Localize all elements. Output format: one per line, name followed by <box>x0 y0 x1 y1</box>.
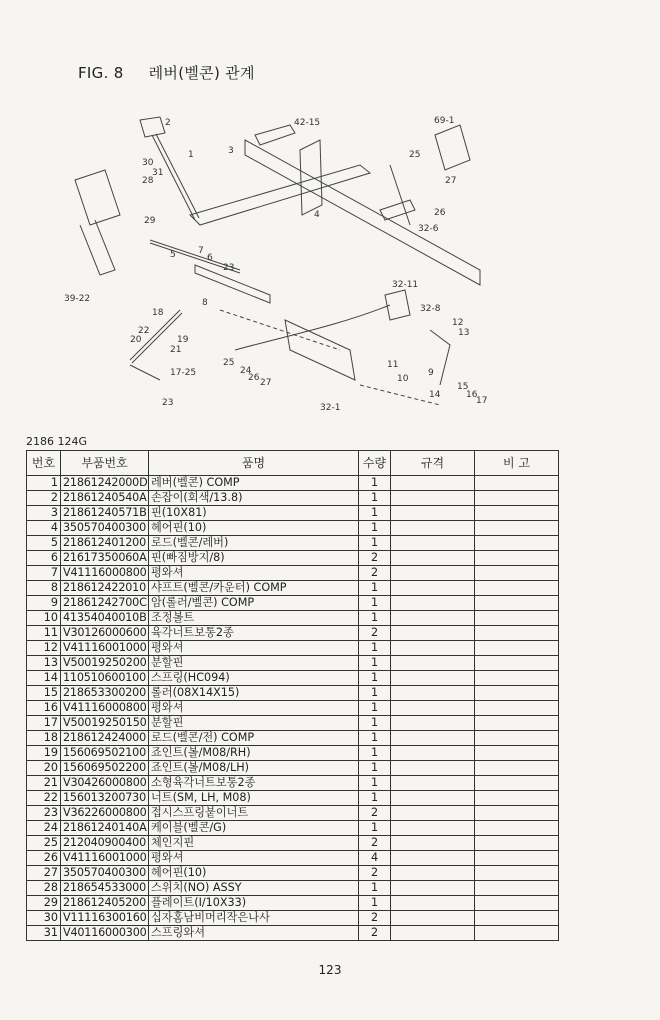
callout: 25 <box>223 358 235 368</box>
callout: 30 <box>142 158 154 168</box>
row-spec <box>391 806 475 821</box>
row-spec <box>391 596 475 611</box>
row-spec <box>391 611 475 626</box>
row-number: 15 <box>27 686 61 701</box>
row-quantity: 2 <box>359 926 391 941</box>
row-part-name: 스프링와셔 <box>149 926 359 941</box>
row-part-name: 롤러(08X14X15) <box>149 686 359 701</box>
callout: 7 <box>198 246 204 256</box>
row-spec <box>391 536 475 551</box>
row-number: 21 <box>27 776 61 791</box>
row-spec <box>391 821 475 836</box>
row-remarks <box>475 521 559 536</box>
row-part-name: 로드(벨콘/전) COMP <box>149 731 359 746</box>
table-header-row <box>27 451 559 476</box>
row-part-number: 21861240140A <box>61 821 149 836</box>
row-spec <box>391 476 475 491</box>
row-number: 25 <box>27 836 61 851</box>
row-remarks <box>475 491 559 506</box>
callout: 32-8 <box>420 304 441 314</box>
row-number: 2 <box>27 491 61 506</box>
table-row <box>27 566 559 581</box>
row-quantity: 1 <box>359 896 391 911</box>
callout: 26 <box>248 373 260 383</box>
row-remarks <box>475 611 559 626</box>
row-quantity: 1 <box>359 656 391 671</box>
table-row <box>27 836 559 851</box>
row-remarks <box>475 806 559 821</box>
row-number: 10 <box>27 611 61 626</box>
row-number: 8 <box>27 581 61 596</box>
row-quantity: 1 <box>359 701 391 716</box>
header-part-name: 품명 <box>149 451 359 476</box>
row-spec <box>391 836 475 851</box>
table-row <box>27 596 559 611</box>
callout: 2 <box>165 118 171 128</box>
row-number: 11 <box>27 626 61 641</box>
table-row <box>27 581 559 596</box>
table-row <box>27 506 559 521</box>
model-code: 2186 124G <box>26 435 88 448</box>
row-remarks <box>475 731 559 746</box>
row-part-name: 스위치(NO) ASSY <box>149 881 359 896</box>
row-quantity: 2 <box>359 836 391 851</box>
row-part-number: 218612424000 <box>61 731 149 746</box>
row-spec <box>391 581 475 596</box>
callout: 32-1 <box>320 403 341 413</box>
callout: 21 <box>170 345 182 355</box>
row-number: 28 <box>27 881 61 896</box>
row-part-number: V30126000600 <box>61 626 149 641</box>
row-spec <box>391 671 475 686</box>
header-quantity: 수량 <box>359 451 391 476</box>
table-row <box>27 776 559 791</box>
row-part-number: 218654533000 <box>61 881 149 896</box>
callout: 25 <box>409 150 421 160</box>
row-remarks <box>475 851 559 866</box>
row-number: 12 <box>27 641 61 656</box>
callout: 27 <box>260 378 272 388</box>
row-number: 19 <box>27 746 61 761</box>
row-number: 5 <box>27 536 61 551</box>
row-number: 13 <box>27 656 61 671</box>
row-spec <box>391 491 475 506</box>
callout: 20 <box>130 335 142 345</box>
row-part-number: 41354040010B <box>61 611 149 626</box>
table-row <box>27 716 559 731</box>
row-quantity: 1 <box>359 521 391 536</box>
row-part-name: 평와셔 <box>149 641 359 656</box>
row-remarks <box>475 686 559 701</box>
row-spec <box>391 896 475 911</box>
row-quantity: 1 <box>359 581 391 596</box>
callout: 11 <box>387 360 399 370</box>
row-remarks <box>475 566 559 581</box>
callout: 22 <box>138 326 150 336</box>
row-remarks <box>475 701 559 716</box>
header-number: 번호 <box>27 451 61 476</box>
row-part-number: V11116300160 <box>61 911 149 926</box>
row-remarks <box>475 761 559 776</box>
figure-number: FIG. 8 <box>78 64 124 82</box>
row-spec <box>391 791 475 806</box>
row-part-number: 156069502100 <box>61 746 149 761</box>
row-remarks <box>475 776 559 791</box>
row-quantity: 1 <box>359 536 391 551</box>
callout: 10 <box>397 374 409 384</box>
page-number: 123 <box>318 963 342 977</box>
row-remarks <box>475 896 559 911</box>
row-spec <box>391 776 475 791</box>
row-number: 16 <box>27 701 61 716</box>
row-quantity: 2 <box>359 866 391 881</box>
row-number: 29 <box>27 896 61 911</box>
table-row <box>27 851 559 866</box>
row-number: 3 <box>27 506 61 521</box>
callout: 27 <box>445 176 457 186</box>
table-row <box>27 491 559 506</box>
table-row <box>27 536 559 551</box>
row-spec <box>391 731 475 746</box>
row-part-name: 분할핀 <box>149 656 359 671</box>
row-part-name: 육각너트보통2종 <box>149 626 359 641</box>
row-part-name: 헤어핀(10) <box>149 521 359 536</box>
row-part-name: 죠인트(볼/M08/LH) <box>149 761 359 776</box>
row-part-number: 350570400300 <box>61 521 149 536</box>
row-part-name: 핀(빠짐방지/8) <box>149 551 359 566</box>
row-part-name: 샤프트(벨콘/카운터) COMP <box>149 581 359 596</box>
row-part-number: 212040900400 <box>61 836 149 851</box>
table-row <box>27 476 559 491</box>
row-remarks <box>475 656 559 671</box>
table-row <box>27 791 559 806</box>
row-spec <box>391 506 475 521</box>
row-part-number: V50019250200 <box>61 656 149 671</box>
exploded-parts-diagram <box>60 105 500 425</box>
callout: 31 <box>152 168 164 178</box>
row-spec <box>391 851 475 866</box>
table-row <box>27 611 559 626</box>
callout: 12 <box>452 318 464 328</box>
callout: 23 <box>162 398 174 408</box>
row-spec <box>391 626 475 641</box>
row-part-name: 손잡이(회색/13.8) <box>149 491 359 506</box>
table-row <box>27 641 559 656</box>
row-spec <box>391 701 475 716</box>
row-part-name: 헤어핀(10) <box>149 866 359 881</box>
row-part-number: 218612422010 <box>61 581 149 596</box>
row-remarks <box>475 641 559 656</box>
row-remarks <box>475 821 559 836</box>
callout: 4 <box>314 210 320 220</box>
row-quantity: 1 <box>359 791 391 806</box>
callout: 17 <box>476 396 488 406</box>
row-remarks <box>475 581 559 596</box>
callout: 1 <box>188 150 194 160</box>
row-part-name: 평와셔 <box>149 851 359 866</box>
row-part-name: 레버(벨콘) COMP <box>149 476 359 491</box>
callout: 42-15 <box>294 118 321 128</box>
row-part-name: 조정볼트 <box>149 611 359 626</box>
row-part-number: V41116001000 <box>61 851 149 866</box>
header-spec: 규격 <box>391 451 475 476</box>
row-remarks <box>475 626 559 641</box>
table-row <box>27 866 559 881</box>
row-part-name: 소형육각너트보통2종 <box>149 776 359 791</box>
row-remarks <box>475 911 559 926</box>
row-part-name: 평와셔 <box>149 701 359 716</box>
row-spec <box>391 866 475 881</box>
callout: 28 <box>142 176 154 186</box>
row-part-name: 접시스프링붙이너트 <box>149 806 359 821</box>
row-quantity: 1 <box>359 641 391 656</box>
row-number: 27 <box>27 866 61 881</box>
row-part-name: 너트(SM, LH, M08) <box>149 791 359 806</box>
callout: 8 <box>202 298 208 308</box>
row-number: 30 <box>27 911 61 926</box>
row-part-number: V41116000800 <box>61 701 149 716</box>
row-number: 26 <box>27 851 61 866</box>
diagram-svg <box>60 105 500 425</box>
diagram-callout-labels <box>64 116 487 413</box>
row-remarks <box>475 881 559 896</box>
row-number: 7 <box>27 566 61 581</box>
row-quantity: 2 <box>359 806 391 821</box>
callout: 6 <box>207 253 213 263</box>
row-quantity: 1 <box>359 761 391 776</box>
row-quantity: 1 <box>359 821 391 836</box>
row-number: 14 <box>27 671 61 686</box>
row-spec <box>391 566 475 581</box>
row-part-number: V40116000300 <box>61 926 149 941</box>
row-spec <box>391 926 475 941</box>
row-part-name: 분할핀 <box>149 716 359 731</box>
table-row <box>27 656 559 671</box>
row-remarks <box>475 551 559 566</box>
table-row <box>27 746 559 761</box>
table-row <box>27 911 559 926</box>
row-spec <box>391 761 475 776</box>
table-row <box>27 551 559 566</box>
row-quantity: 1 <box>359 506 391 521</box>
row-number: 4 <box>27 521 61 536</box>
row-spec <box>391 656 475 671</box>
row-quantity: 1 <box>359 476 391 491</box>
row-part-name: 체인지핀 <box>149 836 359 851</box>
row-quantity: 1 <box>359 716 391 731</box>
row-quantity: 1 <box>359 596 391 611</box>
callout: 69-1 <box>434 116 455 126</box>
row-remarks <box>475 836 559 851</box>
row-part-number: 218653300200 <box>61 686 149 701</box>
table-row <box>27 896 559 911</box>
row-remarks <box>475 476 559 491</box>
row-quantity: 1 <box>359 686 391 701</box>
table-row <box>27 806 559 821</box>
callout: 24 <box>240 366 252 376</box>
row-spec <box>391 911 475 926</box>
row-remarks <box>475 791 559 806</box>
table-row <box>27 821 559 836</box>
row-spec <box>391 716 475 731</box>
row-part-number: 21861240571B <box>61 506 149 521</box>
callout: 39-22 <box>64 294 91 304</box>
table-row <box>27 521 559 536</box>
row-quantity: 1 <box>359 881 391 896</box>
row-part-name: 케이블(벨콘/G) <box>149 821 359 836</box>
callout: 29 <box>144 216 156 226</box>
row-number: 9 <box>27 596 61 611</box>
header-remarks: 비 고 <box>475 451 559 476</box>
row-quantity: 2 <box>359 626 391 641</box>
row-remarks <box>475 746 559 761</box>
row-part-number: 21861242700C <box>61 596 149 611</box>
table-row <box>27 701 559 716</box>
row-part-number: 156069502200 <box>61 761 149 776</box>
row-quantity: 1 <box>359 731 391 746</box>
row-quantity: 2 <box>359 551 391 566</box>
row-number: 1 <box>27 476 61 491</box>
row-number: 18 <box>27 731 61 746</box>
callout: 19 <box>177 335 189 345</box>
row-part-number: 218612405200 <box>61 896 149 911</box>
callout: 15 <box>457 382 469 392</box>
row-part-number: 21861240540A <box>61 491 149 506</box>
table-row <box>27 626 559 641</box>
row-part-number: 218612401200 <box>61 536 149 551</box>
callout: 18 <box>152 308 164 318</box>
row-part-number: 350570400300 <box>61 866 149 881</box>
row-remarks <box>475 671 559 686</box>
row-spec <box>391 521 475 536</box>
row-quantity: 2 <box>359 911 391 926</box>
row-part-name: 플레이트(I/10X33) <box>149 896 359 911</box>
row-number: 20 <box>27 761 61 776</box>
row-part-number: 110510600100 <box>61 671 149 686</box>
callout: 32-6 <box>418 224 439 234</box>
row-remarks <box>475 536 559 551</box>
table-row <box>27 671 559 686</box>
table-row <box>27 761 559 776</box>
figure-caption: 레버(벨콘) 관계 <box>148 64 255 82</box>
row-spec <box>391 686 475 701</box>
table-row <box>27 926 559 941</box>
row-quantity: 1 <box>359 491 391 506</box>
row-remarks <box>475 506 559 521</box>
row-part-name: 핀(10X81) <box>149 506 359 521</box>
callout: 23 <box>223 263 235 273</box>
row-part-number: V36226000800 <box>61 806 149 821</box>
row-number: 24 <box>27 821 61 836</box>
row-remarks <box>475 926 559 941</box>
row-part-number: 156013200730 <box>61 791 149 806</box>
callout: 16 <box>466 390 478 400</box>
row-number: 31 <box>27 926 61 941</box>
row-spec <box>391 551 475 566</box>
row-number: 22 <box>27 791 61 806</box>
row-number: 6 <box>27 551 61 566</box>
callout: 5 <box>170 250 176 260</box>
row-remarks <box>475 866 559 881</box>
row-quantity: 1 <box>359 611 391 626</box>
row-number: 17 <box>27 716 61 731</box>
row-part-number: V41116000800 <box>61 566 149 581</box>
callout: 26 <box>434 208 446 218</box>
row-part-number: V50019250150 <box>61 716 149 731</box>
row-quantity: 1 <box>359 746 391 761</box>
row-quantity: 1 <box>359 671 391 686</box>
row-part-name: 죠인트(볼/M08/RH) <box>149 746 359 761</box>
table-row <box>27 881 559 896</box>
row-part-number: V30426000800 <box>61 776 149 791</box>
row-remarks <box>475 596 559 611</box>
table-row <box>27 731 559 746</box>
row-number: 23 <box>27 806 61 821</box>
callout: 17-25 <box>170 368 197 378</box>
figure-title <box>78 62 255 83</box>
row-part-name: 십자홈남비머리작은나사 <box>149 911 359 926</box>
row-quantity: 2 <box>359 566 391 581</box>
row-quantity: 4 <box>359 851 391 866</box>
callout: 32-11 <box>392 280 419 290</box>
callout: 14 <box>429 390 441 400</box>
row-spec <box>391 746 475 761</box>
row-part-number: V41116001000 <box>61 641 149 656</box>
row-part-number: 21617350060A <box>61 551 149 566</box>
parts-table <box>26 450 559 941</box>
callout: 9 <box>428 368 434 378</box>
row-quantity: 1 <box>359 776 391 791</box>
callout: 13 <box>458 328 470 338</box>
table-row <box>27 686 559 701</box>
row-spec <box>391 881 475 896</box>
row-part-number: 21861242000D <box>61 476 149 491</box>
row-remarks <box>475 716 559 731</box>
parts-table-body <box>27 476 559 941</box>
row-part-name: 스프링(HC094) <box>149 671 359 686</box>
row-part-name: 로드(벨콘/레버) <box>149 536 359 551</box>
row-part-name: 암(롤러/벨콘) COMP <box>149 596 359 611</box>
header-part-number: 부품번호 <box>61 451 149 476</box>
row-part-name: 평와셔 <box>149 566 359 581</box>
row-spec <box>391 641 475 656</box>
callout: 3 <box>228 146 234 156</box>
